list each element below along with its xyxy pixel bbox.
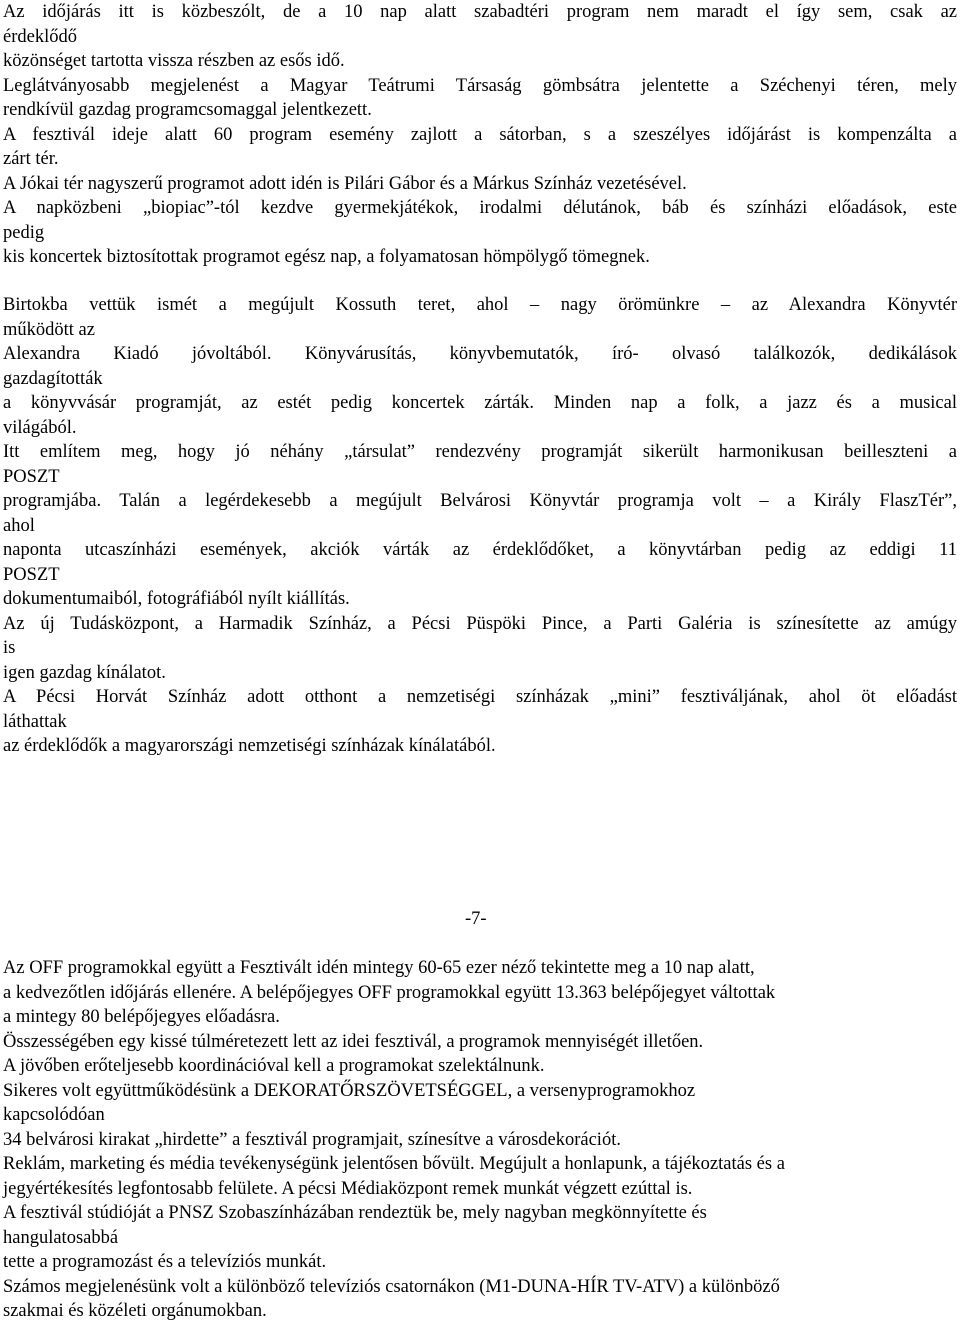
text-line: programjába. Talán a legérdekesebb a megújult Belvárosi Könyvtár programja volt – a Király FlaszTér”, bbox=[3, 491, 957, 511]
text-line: láthattak bbox=[3, 711, 67, 732]
text-line: A fesztivál stúdióját a PNSZ Szobaszínházában rendeztük be, mely nagyban megkönnyítette és bbox=[3, 1203, 707, 1223]
text-line: is bbox=[3, 638, 16, 658]
text-line: zárt tér. bbox=[3, 149, 59, 169]
text-line: a kedvezőtlen időjárás ellenére. A belépőjegyes OFF programokkal együtt 13.363 belépőjegyet váltottak bbox=[3, 982, 776, 1003]
text-line: az érdeklődők a magyarországi nemzetiségi színházak kínálatából. bbox=[3, 736, 496, 756]
text-line: A jövőben erőteljesebb koordinációval kell a programokat szelektálnunk. bbox=[3, 1056, 545, 1076]
text-line: ahol bbox=[3, 515, 35, 536]
text-line: Az időjárás itt is közbeszólt, de a 10 nap alatt szabadtéri program nem maradt el így sem, csak az bbox=[3, 2, 957, 22]
text-line: A napközbeni „biopiac”-tól kezdve gyermekjátékok, irodalmi délutánok, báb és színházi előadások, este bbox=[3, 198, 957, 218]
text-line: igen gazdag kínálatot. bbox=[3, 662, 166, 683]
text-line: POSZT bbox=[3, 564, 60, 585]
text-line: Számos megjelenésünk volt a különböző televíziós csatornákon (M1-DUNA-HÍR TV-ATV) a különböző bbox=[3, 1276, 780, 1297]
text-line: A fesztivál ideje alatt 60 program esemény zajlott a sátorban, s a szeszélyes időjárást is kompenzálta a bbox=[3, 124, 957, 145]
text-line: szakmai és közéleti orgánumokban. bbox=[3, 1301, 267, 1321]
paragraph-weather-and-venues bbox=[3, 0, 957, 270]
text-line: POSZT bbox=[3, 466, 60, 487]
text-line: A Jókai tér nagyszerű programot adott idén is Pilári Gábor és a Márkus Színház vezetésével. bbox=[3, 173, 687, 194]
text-line: naponta utcaszínházi események, akciók várták az érdeklődőket, a könyvtárban pedig az eddigi 11 bbox=[3, 540, 957, 560]
text-line: Sikeres volt együttműködésünk a DEKORATŐRSZÖVETSÉGGEL, a versenyprogramokhoz bbox=[3, 1080, 696, 1101]
text-line: A Pécsi Horvát Színház adott otthont a nemzetiségi színházak „mini” fesztiváljának, ahol öt előadást bbox=[3, 687, 957, 707]
text-line: hangulatosabbá bbox=[3, 1227, 119, 1248]
text-line: Összességében egy kissé túlméretezett lett az idei fesztivál, a programok mennyiségét illetően. bbox=[3, 1031, 704, 1052]
text-line: jegyértékesítés legfontosabb felülete. A pécsi Médiaközpont remek munkát végzett ezúttal is. bbox=[3, 1178, 693, 1199]
text-line: világából. bbox=[3, 417, 77, 438]
text-line: a mintegy 80 belépőjegyes előadásra. bbox=[3, 1007, 280, 1027]
page-number: -7- bbox=[465, 909, 487, 929]
text-line: Alexandra Kiadó jóvoltából. Könyvárusítás, könyvbemutatók, író- olvasó találkozók, dedikálások bbox=[3, 344, 957, 364]
text-line: kapcsolódóan bbox=[3, 1105, 105, 1125]
text-line: kis koncertek biztosítottak programot egész nap, a folyamatosan hömpölygő tömegnek. bbox=[3, 247, 650, 267]
text-line: Az új Tudásközpont, a Harmadik Színház, a Pécsi Püspöki Pince, a Parti Galéria is színesítette az amúgy bbox=[3, 613, 957, 634]
text-line: gazdagították bbox=[3, 368, 103, 389]
text-line: Reklám, marketing és média tevékenységünk jelentősen bővült. Megújult a honlapunk, a tájékoztatás és a bbox=[3, 1154, 785, 1174]
text-line: dokumentumaiból, fotográfiából nyílt kiállítás. bbox=[3, 589, 350, 609]
text-line: 34 belvárosi kirakat „hirdette” a fesztivál programjait, színesítve a városdekorációt. bbox=[3, 1129, 621, 1150]
text-line: érdeklődő bbox=[3, 26, 77, 47]
text-line: rendkívül gazdag programcsomaggal jelentkezett. bbox=[3, 100, 372, 120]
text-line: pedig bbox=[3, 222, 45, 243]
text-line: működött az bbox=[3, 319, 95, 340]
paragraph-off-programs-and-media bbox=[3, 956, 957, 1324]
text-line: tette a programozást és a televíziós munkát. bbox=[3, 1252, 327, 1272]
text-line: a könyvvásár programját, az estét pedig koncertek zárták. Minden nap a folk, a jazz és a musical bbox=[3, 393, 957, 413]
text-line: Itt említem meg, hogy jó néhány „társulat” rendezvény programját sikerült harmonikusan beilleszteni a bbox=[3, 442, 957, 462]
paragraph-kossuth-square-and-library bbox=[3, 293, 957, 759]
text-line: Birtokba vettük ismét a megújult Kossuth teret, ahol – nagy örömünkre – az Alexandra Könyvtér bbox=[3, 295, 957, 315]
text-line: közönséget tartotta vissza részben az esős idő. bbox=[3, 51, 345, 71]
text-line: Leglátványosabb megjelenést a Magyar Teátrumi Társaság gömbsátra jelentette a Széchenyi téren, mely bbox=[3, 75, 957, 96]
text-line: Az OFF programokkal együtt a Fesztivált idén mintegy 60-65 ezer néző tekintette meg a 10 nap alatt, bbox=[3, 958, 755, 978]
